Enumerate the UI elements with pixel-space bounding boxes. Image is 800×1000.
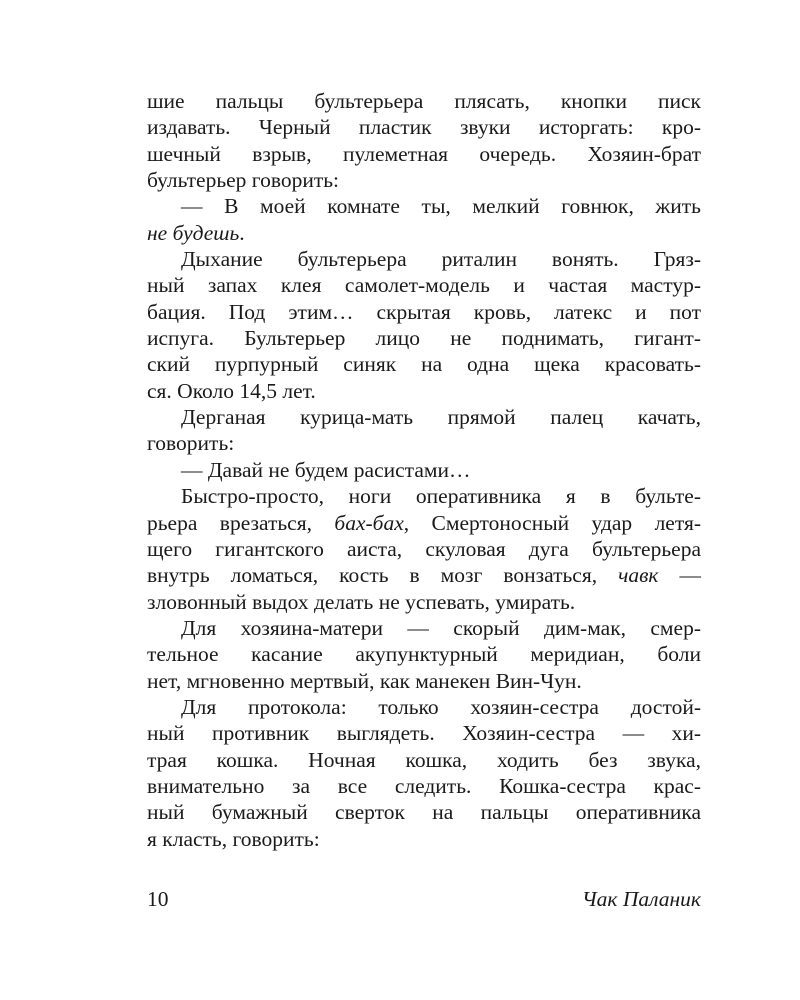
text-run: Дерганая курица-мать прямой палец качать, [181, 405, 701, 430]
text-line [147, 510, 701, 536]
text-line [147, 325, 701, 351]
text-run: Для протокола: только хозяин-сестра достой- [181, 694, 701, 719]
text-run: шечный взрыв, пулеметная очередь. Хозяин-брат [147, 141, 701, 166]
text-line [147, 114, 701, 140]
text-line [147, 773, 701, 799]
text-line [147, 351, 701, 377]
italic-text-run: не будешь [147, 220, 240, 245]
text-run: . [239, 220, 245, 245]
text-run: , Смертоносный удар летя- [403, 510, 701, 535]
text-run: внутрь ломаться, кость в мозг вонзаться, [147, 563, 619, 588]
text-line [147, 668, 701, 694]
text-line [147, 430, 701, 456]
page-footer [147, 884, 701, 914]
text-line [147, 141, 701, 167]
text-run: издавать. Черный пластик звуки исторгать: кро- [147, 115, 701, 140]
text-line [147, 167, 701, 193]
text-run: Дыхание бультерьера риталин вонять. Гряз- [181, 247, 701, 272]
text-run: ский пурпурный синяк на одна щека красовать- [147, 352, 701, 377]
italic-text-run: чавк [618, 563, 659, 588]
running-head-author: Чак Паланик [581, 887, 701, 911]
text-run: Для хозяина-матери — скорый дим-мак, смер- [181, 615, 701, 640]
text-run: тельное касание акупунктурный меридиан, боли [147, 642, 701, 667]
text-line [147, 747, 701, 773]
text-line [147, 826, 701, 852]
italic-text-run: бах-бах [334, 510, 404, 535]
text-run: нет, мгновенно мертвый, как манекен Вин-Чун. [147, 668, 582, 693]
text-line [147, 589, 701, 615]
text-line [147, 220, 701, 246]
text-line [147, 193, 701, 219]
page-number: 10 [147, 887, 169, 911]
text-run: я класть, говорить: [147, 826, 320, 851]
text-run: испуга. Бультерьер лицо не поднимать, гигант- [147, 326, 701, 351]
text-line [147, 799, 701, 825]
text-run: ся. Около 14,5 лет. [147, 378, 316, 403]
text-run: — [658, 563, 701, 588]
text-run: бультерьер говорить: [147, 168, 340, 193]
text-line [147, 299, 701, 325]
text-line [147, 404, 701, 430]
text-line [147, 457, 701, 483]
page-body-text [147, 88, 701, 852]
text-run: трая кошка. Ночная кошка, ходить без звука, [147, 747, 701, 772]
text-run: говорить: [147, 431, 235, 456]
text-line [147, 562, 701, 588]
text-run: — В моей комнате ты, мелкий говнюк, жить [181, 194, 701, 219]
text-run: внимательно за все следить. Кошка-сестра крас- [147, 773, 701, 798]
text-line [147, 615, 701, 641]
text-line [147, 378, 701, 404]
text-run: щего гигантского аиста, скуловая дуга бультерьера [147, 536, 701, 561]
text-run: Быстро-просто, ноги оперативника я в бульте- [181, 484, 701, 509]
text-run: шие пальцы бультерьера плясать, кнопки писк [147, 89, 701, 113]
text-line [147, 272, 701, 298]
text-line [147, 694, 701, 720]
text-line [147, 483, 701, 509]
text-line [147, 641, 701, 667]
text-run: рьера врезаться, [147, 510, 335, 535]
text-line [147, 720, 701, 746]
text-line [147, 88, 701, 114]
text-run: зловонный выдох делать не успевать, умирать. [147, 589, 576, 614]
text-run: бация. Под этим… скрытая кровь, латекс и пот [147, 299, 701, 324]
text-run: — Давай не будем расистами… [181, 457, 471, 482]
text-run: ный противник выглядеть. Хозяин-сестра — хи- [147, 721, 701, 746]
text-run: ный бумажный сверток на пальцы оперативника [147, 800, 701, 825]
text-line [147, 246, 701, 272]
text-line [147, 536, 701, 562]
text-run: ный запах клея самолет-модель и частая мастур- [147, 273, 701, 298]
